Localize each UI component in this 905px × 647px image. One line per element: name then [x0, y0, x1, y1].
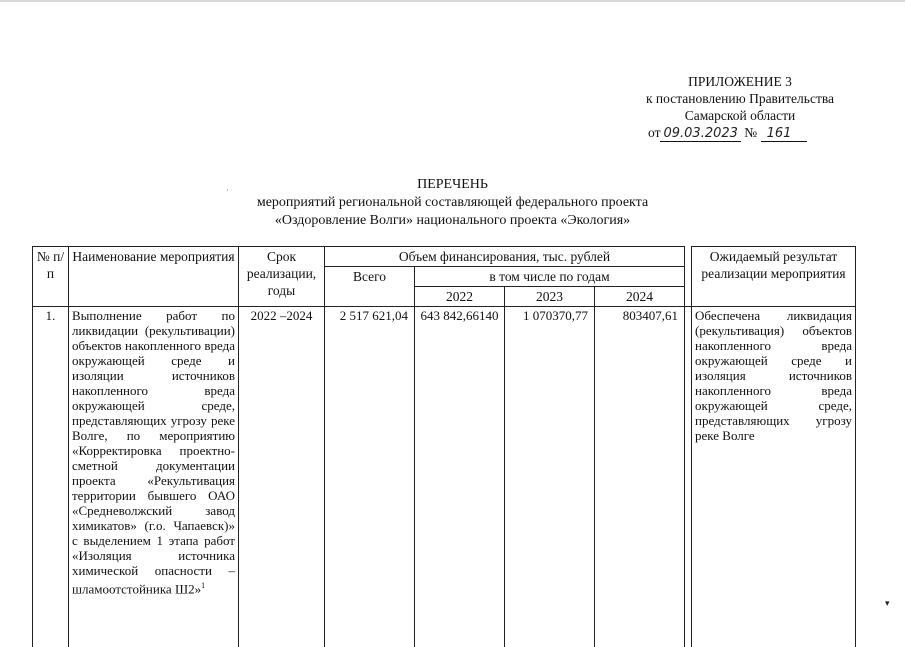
- row-name: [69, 307, 239, 647]
- header-2023: 2023: [505, 287, 595, 307]
- handwritten-number: 161: [761, 126, 808, 142]
- row-total: 2 517 621,04: [325, 307, 415, 647]
- approval-line-3: Самарской области: [684, 108, 796, 123]
- measures-table: [32, 246, 856, 647]
- number-label: №: [744, 125, 758, 140]
- approval-reference: [600, 124, 880, 142]
- approval-block: [600, 73, 880, 142]
- handwritten-date: 09.03.2023: [660, 126, 740, 142]
- scan-speck: ·: [226, 185, 229, 195]
- title-line-2: мероприятий региональной составляющей федерального проекта: [256, 195, 649, 210]
- title-heading: ПЕРЕЧЕНЬ: [417, 177, 488, 192]
- header-num: № п/п: [33, 247, 69, 307]
- header-name: Наименование мероприятия: [69, 247, 239, 307]
- header-2022: 2022: [415, 287, 505, 307]
- header-gap: [685, 247, 692, 307]
- approval-title: ПРИЛОЖЕНИЕ 3: [688, 74, 792, 89]
- header-total: Всего: [325, 267, 415, 307]
- scan-speck: ▾: [885, 598, 890, 608]
- row-result: Обеспечена ликвидация (рекультивация) объектов накопленного вреда окружающей среде и изоляция источников накопленного вреда окружающей среде, представляющих угрозу реке Волге: [692, 307, 856, 647]
- row-gap: [685, 307, 692, 647]
- from-label: от: [648, 125, 661, 140]
- table-row: [33, 307, 856, 647]
- header-2024: 2024: [595, 287, 685, 307]
- row-2024: 803407,61: [595, 307, 685, 647]
- row-name-text: Выполнение работ по ликвидации (рекультивации) объектов накопленного вреда окружающей среде и изоляции источников накопленного вреда окружающей среде, представляющих угрозу реке Волге, по мероприятию «Корректировка проектно-сметной документации проекта «Рекультивация территории бывшего ОАО «Средневолжский завод химикатов» (г.о. Чапаевск)» с выделением 1 этапа работ «Изоляция источника химической опасности – шламоотстойника Ш2»: [72, 308, 235, 597]
- row-2023: 1 070370,77: [505, 307, 595, 647]
- approval-line-2: к постановлению Правительства: [645, 91, 835, 106]
- row-term: 2022 –2024: [239, 307, 325, 647]
- header-term: Срок реализации, годы: [239, 247, 325, 307]
- document-title: [200, 176, 705, 230]
- title-line-3: «Оздоровление Волги» национального проекта «Экология»: [274, 213, 631, 228]
- footnote-mark: 1: [201, 581, 206, 590]
- scan-top-edge: [0, 0, 905, 2]
- row-num: 1.: [33, 307, 69, 647]
- header-funding: Объем финансирования, тыс. рублей: [325, 247, 685, 267]
- row-2022: 643 842,66140: [415, 307, 505, 647]
- header-by-years: в том числе по годам: [415, 267, 685, 287]
- header-result: Ожидаемый результат реализации мероприятия: [692, 247, 856, 307]
